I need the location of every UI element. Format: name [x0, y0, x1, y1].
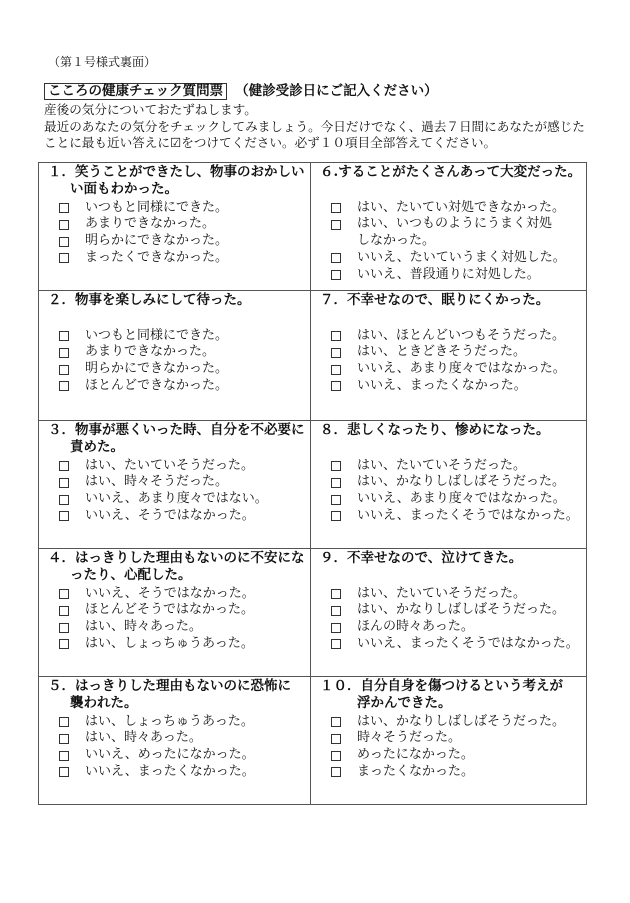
question-10-line-2: 浮かんできた。 — [357, 694, 452, 711]
q4-option-4[interactable] — [39, 636, 310, 653]
instruction-line-1: 産後の気分についておたずねします。 — [44, 102, 257, 117]
option-label: はい、時々そうだった。 — [85, 474, 229, 490]
q1-option-1[interactable] — [39, 200, 310, 217]
title-row — [44, 83, 438, 100]
option-label: はい、かなりしばしばそうだった。 — [357, 474, 566, 490]
question-2-text — [39, 292, 310, 326]
question-5-text — [39, 678, 310, 712]
q3-option-3[interactable] — [39, 491, 310, 508]
question-3-options — [39, 458, 310, 525]
option-label: ほんの時々あった。 — [357, 619, 474, 635]
spacer — [311, 309, 586, 326]
checkbox[interactable] — [331, 751, 341, 761]
question-cell-5 — [39, 677, 311, 804]
checkbox[interactable] — [331, 253, 341, 263]
option-label: はい、ときどきそうだった。 — [357, 344, 527, 360]
q8-option-1[interactable] — [311, 458, 586, 475]
checkbox[interactable] — [331, 478, 341, 488]
checkbox[interactable] — [59, 203, 69, 213]
question-5-line-2: 襲われた。 — [70, 694, 138, 711]
checkbox[interactable] — [59, 478, 69, 488]
checkbox[interactable] — [59, 751, 69, 761]
option-label: いいえ、めったになかった。 — [85, 747, 255, 763]
question-cell-10 — [311, 677, 586, 804]
option-label: まったくなかった。 — [357, 763, 475, 779]
question-9-options — [311, 586, 586, 653]
q9-option-2[interactable] — [311, 602, 586, 619]
instruction-line-2: 最近のあなたの気分をチェックしてみましょう。今日だけでなく、過去７日間にあなたが感じた — [44, 118, 585, 134]
question-1-options — [39, 200, 310, 267]
q5-option-3[interactable] — [39, 747, 310, 764]
q4-option-2[interactable] — [39, 602, 310, 619]
option-label: ほとんどそうではなかった。 — [85, 602, 255, 618]
question-cell-3 — [39, 421, 311, 549]
option-label: はい、かなりしばしばそうだった。 — [357, 713, 566, 729]
checkbox[interactable] — [331, 331, 341, 341]
question-3-text — [39, 422, 310, 456]
q7-option-4[interactable] — [311, 378, 586, 395]
option-label: はい、たいてい対処できなかった。 — [357, 199, 566, 215]
option-label: いいえ、あまり度々ではない。 — [85, 491, 268, 507]
question-7-line-1: ７．不幸せなので、眠りにくかった。 — [320, 292, 550, 308]
checkbox[interactable] — [59, 461, 69, 471]
question-8-text — [311, 422, 586, 456]
checkbox[interactable] — [59, 589, 69, 599]
option-label: あまりできなかった。 — [85, 216, 216, 232]
q2-option-4[interactable] — [39, 378, 310, 395]
checkbox[interactable] — [59, 623, 69, 633]
q3-option-4[interactable] — [39, 508, 310, 525]
q7-option-1[interactable] — [311, 328, 586, 345]
option-label: いつもと同様にできた。 — [85, 327, 229, 343]
checkbox[interactable] — [59, 381, 69, 391]
q6-option-1[interactable] — [311, 200, 586, 217]
question-cell-8 — [311, 421, 586, 549]
q7-option-3[interactable] — [311, 361, 586, 378]
checkbox[interactable] — [59, 331, 69, 341]
checkbox[interactable] — [59, 495, 69, 505]
question-9-line-1: ９．不幸せなので、泣けてきた。 — [320, 550, 523, 566]
q8-option-3[interactable] — [311, 491, 586, 508]
checkbox[interactable] — [59, 348, 69, 358]
q5-option-4[interactable] — [39, 764, 310, 781]
instruction-line-3: ことに最も近い答えに☑をつけてください。必ず１０項目全部答えてください。 — [44, 135, 497, 150]
q10-option-1[interactable] — [311, 714, 586, 731]
checkbox[interactable] — [331, 717, 341, 727]
question-1-line-1: １．笑うことができたし、物事のおかしい — [48, 164, 305, 180]
option-label: はい、時々あった。 — [85, 730, 202, 746]
checkbox[interactable] — [59, 606, 69, 616]
option-label: めったになかった。 — [357, 747, 474, 763]
question-4-text — [39, 550, 310, 584]
q10-option-2[interactable] — [311, 730, 586, 747]
checkbox[interactable] — [331, 365, 341, 375]
option-label: いいえ、たいていうまく対処した。 — [357, 249, 566, 265]
questionnaire-title: こころの健康チェック質問票 — [44, 83, 227, 100]
option-label: しなかった。 — [357, 233, 436, 249]
q1-option-2[interactable] — [39, 216, 310, 233]
question-9-text — [311, 550, 586, 584]
q3-option-2[interactable] — [39, 474, 310, 491]
option-label: ほとんどできなかった。 — [85, 377, 229, 393]
option-label: はい、たいていそうだった。 — [85, 457, 255, 473]
spacer — [311, 439, 586, 456]
question-4-line-2: ったり、心配した。 — [70, 566, 192, 583]
option-label: あまりできなかった。 — [85, 344, 216, 360]
checkbox[interactable] — [331, 734, 341, 744]
question-10-line-1: １０．自分自身を傷つけるという考えが — [320, 678, 563, 694]
q2-option-1[interactable] — [39, 328, 310, 345]
checkbox[interactable] — [59, 767, 69, 777]
q7-option-2[interactable] — [311, 344, 586, 361]
question-4-line-1: ４．はっきりした理由もないのに不安にな — [48, 550, 305, 566]
checkbox[interactable] — [331, 220, 341, 230]
option-label: いいえ、まったくなかった。 — [357, 377, 527, 393]
option-label: はい、かなりしばしばそうだった。 — [357, 602, 566, 618]
question-5-line-1: ５．はっきりした理由もないのに恐怖に — [48, 678, 291, 694]
question-7-options — [311, 328, 586, 395]
q6-option-2[interactable] — [311, 216, 586, 250]
question-2-line-1: ２．物事を楽しみにして待った。 — [48, 292, 251, 308]
checkbox[interactable] — [59, 717, 69, 727]
checkbox[interactable] — [59, 639, 69, 649]
option-label: いいえ、まったくそうではなかった。 — [357, 507, 579, 523]
q2-option-2[interactable] — [39, 344, 310, 361]
option-label: はい、いつものようにうまく対処 — [357, 216, 553, 232]
checkbox[interactable] — [331, 495, 341, 505]
question-1-text — [39, 164, 310, 198]
option-label: まったくできなかった。 — [85, 249, 229, 265]
q5-option-1[interactable] — [39, 714, 310, 731]
option-label: はい、しょっちゅうあった。 — [85, 635, 254, 651]
checkbox[interactable] — [59, 253, 69, 263]
checkbox[interactable] — [331, 606, 341, 616]
question-10-options — [311, 714, 586, 781]
q3-option-1[interactable] — [39, 458, 310, 475]
question-2-options — [39, 328, 310, 395]
spacer — [311, 181, 586, 198]
question-cell-4 — [39, 549, 311, 677]
option-label: はい、たいていそうだった。 — [357, 585, 527, 601]
checkbox[interactable] — [331, 461, 341, 471]
question-cell-6 — [311, 163, 586, 291]
q8-option-2[interactable] — [311, 474, 586, 491]
checkbox[interactable] — [331, 589, 341, 599]
question-cell-2 — [39, 291, 311, 421]
question-cell-7 — [311, 291, 586, 421]
q1-option-4[interactable] — [39, 250, 310, 267]
q5-option-2[interactable] — [39, 730, 310, 747]
checkbox[interactable] — [331, 623, 341, 633]
q10-option-3[interactable] — [311, 747, 586, 764]
q4-option-3[interactable] — [39, 619, 310, 636]
spacer — [39, 309, 310, 326]
question-3-line-2: 責めた。 — [70, 438, 124, 455]
question-5-options — [39, 714, 310, 781]
option-label: 明らかにできなかった。 — [85, 233, 229, 249]
option-label: いいえ、あまり度々ではなかった。 — [357, 491, 566, 507]
q6-option-3[interactable] — [311, 250, 586, 267]
option-label: はい、ほとんどいつもそうだった。 — [357, 327, 566, 343]
checkbox[interactable] — [59, 365, 69, 375]
checkbox[interactable] — [331, 203, 341, 213]
question-table — [38, 162, 587, 805]
question-3-line-1: ３．物事が悪くいった時、自分を不必要に — [48, 422, 305, 438]
q6-option-4[interactable] — [311, 267, 586, 284]
spacer — [311, 567, 586, 584]
question-7-text — [311, 292, 586, 326]
checkbox[interactable] — [59, 237, 69, 247]
q4-option-1[interactable] — [39, 586, 310, 603]
option-label: いいえ、そうではなかった。 — [85, 507, 255, 523]
question-10-text — [311, 678, 586, 712]
option-label: いいえ、そうではなかった。 — [85, 585, 255, 601]
checkbox[interactable] — [59, 220, 69, 230]
option-label: いいえ、まったくそうではなかった。 — [357, 635, 579, 651]
checkbox[interactable] — [331, 639, 341, 649]
q1-option-3[interactable] — [39, 233, 310, 250]
option-label: はい、たいていそうだった。 — [357, 457, 527, 473]
checkbox[interactable] — [331, 348, 341, 358]
checkbox[interactable] — [59, 511, 69, 521]
question-cell-1 — [39, 163, 311, 291]
q10-option-4[interactable] — [311, 764, 586, 781]
question-6-text — [311, 164, 586, 198]
option-label: はい、時々あった。 — [85, 619, 202, 635]
q2-option-3[interactable] — [39, 361, 310, 378]
option-label: 明らかにできなかった。 — [85, 361, 229, 377]
option-label: 時々そうだった。 — [357, 730, 462, 746]
q9-option-3[interactable] — [311, 619, 586, 636]
checkbox[interactable] — [331, 381, 341, 391]
option-label: いいえ、まったくなかった。 — [85, 763, 255, 779]
instructions — [44, 102, 585, 152]
q9-option-4[interactable] — [311, 636, 586, 653]
checkbox[interactable] — [331, 270, 341, 280]
option-label: いいえ、普段通りに対処した。 — [357, 266, 540, 282]
question-6-line-1: ６.することがたくさんあって大変だった。 — [320, 164, 582, 180]
option-label: いいえ、あまり度々ではなかった。 — [357, 361, 566, 377]
form-number-label: （第１号様式裏面） — [48, 55, 157, 69]
checkbox[interactable] — [59, 734, 69, 744]
question-6-options — [311, 200, 586, 284]
option-label: はい、しょっちゅうあった。 — [85, 713, 254, 729]
question-8-options — [311, 458, 586, 525]
q9-option-1[interactable] — [311, 586, 586, 603]
q8-option-4[interactable] — [311, 508, 586, 525]
question-1-line-2: い面もわかった。 — [70, 180, 178, 197]
title-note: （健診受診日にご記入ください） — [235, 83, 438, 99]
question-cell-9 — [311, 549, 586, 677]
question-4-options — [39, 586, 310, 653]
question-8-line-1: ８．悲しくなったり、惨めになった。 — [320, 422, 550, 438]
checkbox[interactable] — [331, 511, 341, 521]
option-label: いつもと同様にできた。 — [85, 199, 229, 215]
checkbox[interactable] — [331, 767, 341, 777]
